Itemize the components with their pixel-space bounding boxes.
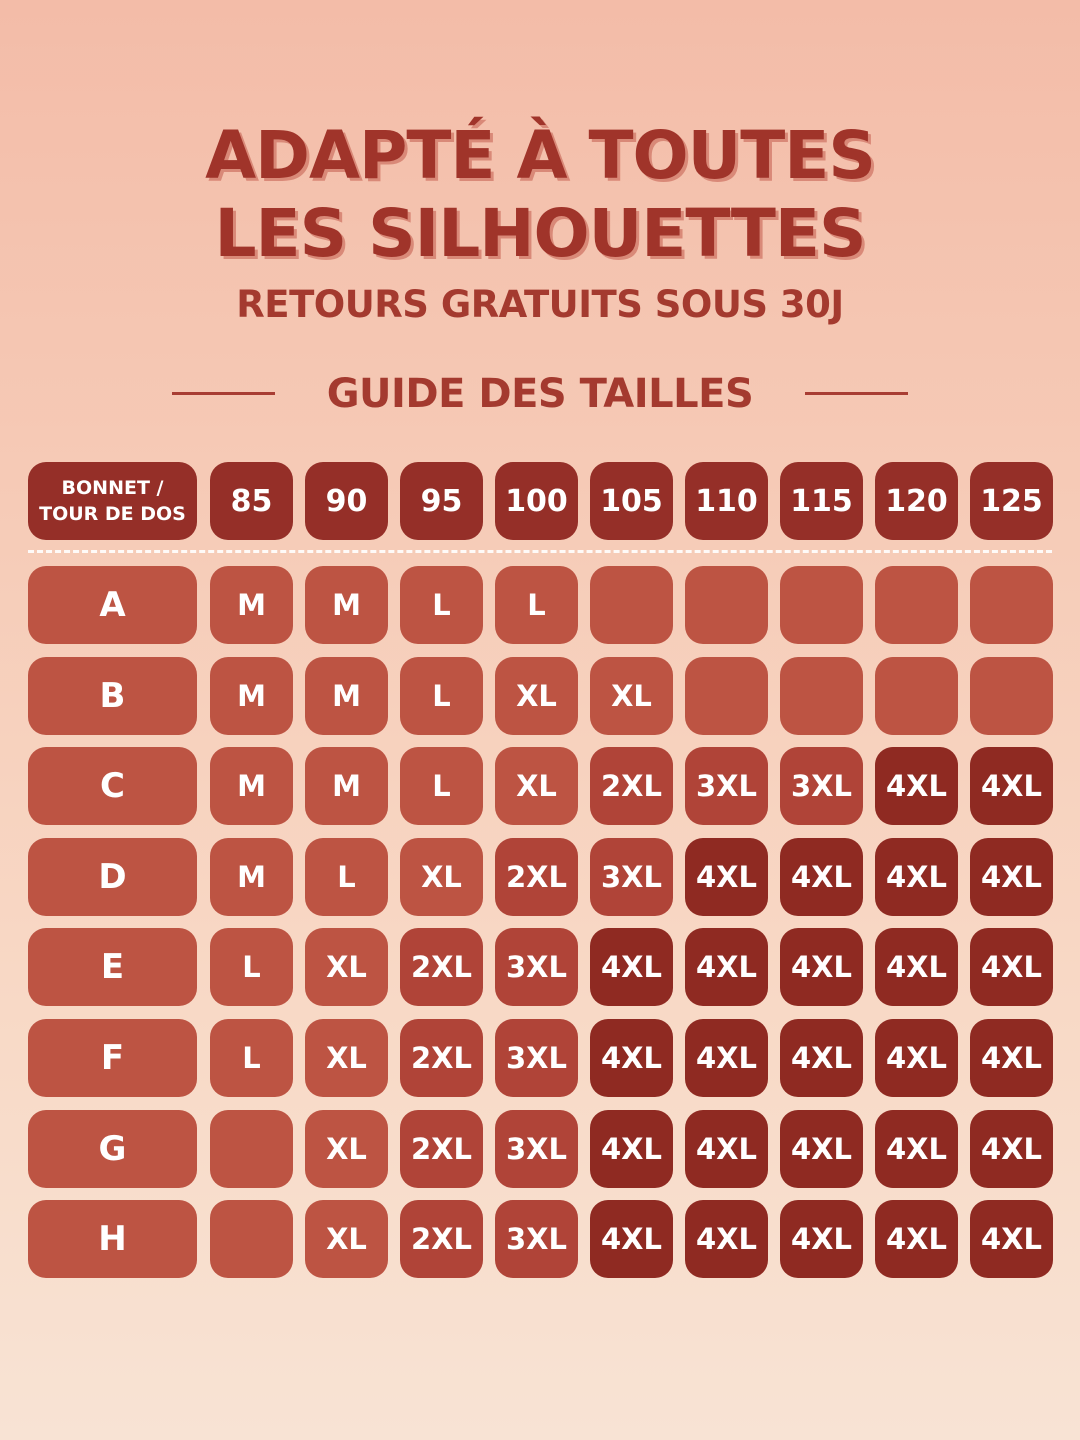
- size-cell: 4XL: [875, 928, 958, 1006]
- size-cell: XL: [400, 838, 483, 916]
- size-cell: [780, 657, 863, 735]
- size-cell: XL: [305, 1200, 388, 1278]
- size-cell: 4XL: [780, 1110, 863, 1188]
- size-cell: 3XL: [590, 838, 673, 916]
- column-header-6: 115: [780, 462, 863, 540]
- size-cell: 3XL: [495, 1019, 578, 1097]
- size-cell: L: [210, 928, 293, 1006]
- main-title-line-1: ADAPTÉ À TOUTES: [205, 117, 875, 194]
- size-cell: M: [210, 657, 293, 735]
- row-label-2: C: [28, 747, 197, 825]
- size-cell: M: [305, 657, 388, 735]
- size-cell: [875, 566, 958, 644]
- column-header-1: 90: [305, 462, 388, 540]
- row-label-4: E: [28, 928, 197, 1006]
- size-cell: 4XL: [875, 838, 958, 916]
- size-cell: M: [210, 838, 293, 916]
- size-cell: L: [495, 566, 578, 644]
- guide-title: GUIDE DES TAILLES: [326, 371, 754, 417]
- size-cell: 4XL: [875, 1110, 958, 1188]
- column-header-5: 110: [685, 462, 768, 540]
- size-cell: 2XL: [400, 1200, 483, 1278]
- size-cell: 2XL: [400, 928, 483, 1006]
- row-label-3: D: [28, 838, 197, 916]
- size-cell: L: [400, 566, 483, 644]
- size-cell: L: [400, 747, 483, 825]
- size-cell: [685, 566, 768, 644]
- size-cell: 4XL: [970, 838, 1053, 916]
- size-cell: L: [305, 838, 388, 916]
- column-header-3: 100: [495, 462, 578, 540]
- size-cell: 4XL: [970, 1019, 1053, 1097]
- size-cell: 4XL: [590, 1110, 673, 1188]
- size-cell: 2XL: [495, 838, 578, 916]
- size-cell: 4XL: [685, 1200, 768, 1278]
- size-cell: 4XL: [590, 1200, 673, 1278]
- table-corner-cell: [28, 462, 197, 540]
- size-cell: 4XL: [970, 747, 1053, 825]
- size-cell: L: [210, 1019, 293, 1097]
- size-cell: XL: [305, 1110, 388, 1188]
- size-cell: 4XL: [685, 928, 768, 1006]
- size-cell: [875, 657, 958, 735]
- size-cell: 4XL: [875, 747, 958, 825]
- size-cell: 2XL: [590, 747, 673, 825]
- heading-divider-left: [172, 392, 275, 395]
- size-cell: M: [305, 747, 388, 825]
- size-cell: 4XL: [875, 1200, 958, 1278]
- corner-label-line-2: TOUR DE DOS: [39, 503, 186, 525]
- size-cell: XL: [305, 1019, 388, 1097]
- size-cell: 3XL: [780, 747, 863, 825]
- size-cell: 4XL: [875, 1019, 958, 1097]
- size-cell: [210, 1110, 293, 1188]
- size-cell: M: [210, 566, 293, 644]
- size-cell: 4XL: [780, 838, 863, 916]
- row-label-1: B: [28, 657, 197, 735]
- size-cell: 4XL: [970, 1200, 1053, 1278]
- size-cell: XL: [305, 928, 388, 1006]
- size-cell: 4XL: [780, 1019, 863, 1097]
- header-dashed-divider: [28, 550, 1052, 553]
- size-cell: 4XL: [590, 928, 673, 1006]
- size-cell: [210, 1200, 293, 1278]
- guide-heading: [0, 366, 1080, 422]
- size-cell: 2XL: [400, 1110, 483, 1188]
- size-cell: 3XL: [495, 1110, 578, 1188]
- size-cell: 3XL: [685, 747, 768, 825]
- row-label-7: H: [28, 1200, 197, 1278]
- size-cell: 4XL: [685, 1110, 768, 1188]
- size-cell: M: [210, 747, 293, 825]
- size-cell: [590, 566, 673, 644]
- column-header-4: 105: [590, 462, 673, 540]
- column-header-0: 85: [210, 462, 293, 540]
- size-cell: 4XL: [685, 1019, 768, 1097]
- size-cell: 4XL: [685, 838, 768, 916]
- size-cell: 4XL: [780, 928, 863, 1006]
- size-cell: 3XL: [495, 928, 578, 1006]
- size-cell: M: [305, 566, 388, 644]
- size-cell: 4XL: [780, 1200, 863, 1278]
- column-header-2: 95: [400, 462, 483, 540]
- heading-divider-right: [805, 392, 908, 395]
- row-label-6: G: [28, 1110, 197, 1188]
- size-cell: 3XL: [495, 1200, 578, 1278]
- row-label-5: F: [28, 1019, 197, 1097]
- size-cell: XL: [495, 657, 578, 735]
- column-header-8: 125: [970, 462, 1053, 540]
- size-cell: L: [400, 657, 483, 735]
- size-cell: 4XL: [970, 1110, 1053, 1188]
- size-cell: XL: [495, 747, 578, 825]
- size-cell: [685, 657, 768, 735]
- size-cell: [970, 657, 1053, 735]
- size-cell: [780, 566, 863, 644]
- size-cell: 2XL: [400, 1019, 483, 1097]
- row-label-0: A: [28, 566, 197, 644]
- size-cell: XL: [590, 657, 673, 735]
- column-header-7: 120: [875, 462, 958, 540]
- corner-label-line-1: BONNET /: [61, 477, 164, 499]
- free-returns-subtitle: RETOURS GRATUITS SOUS 30J: [236, 283, 844, 326]
- size-cell: 4XL: [590, 1019, 673, 1097]
- main-title-line-2: LES SILHOUETTES: [214, 195, 866, 272]
- size-cell: 4XL: [970, 928, 1053, 1006]
- size-cell: [970, 566, 1053, 644]
